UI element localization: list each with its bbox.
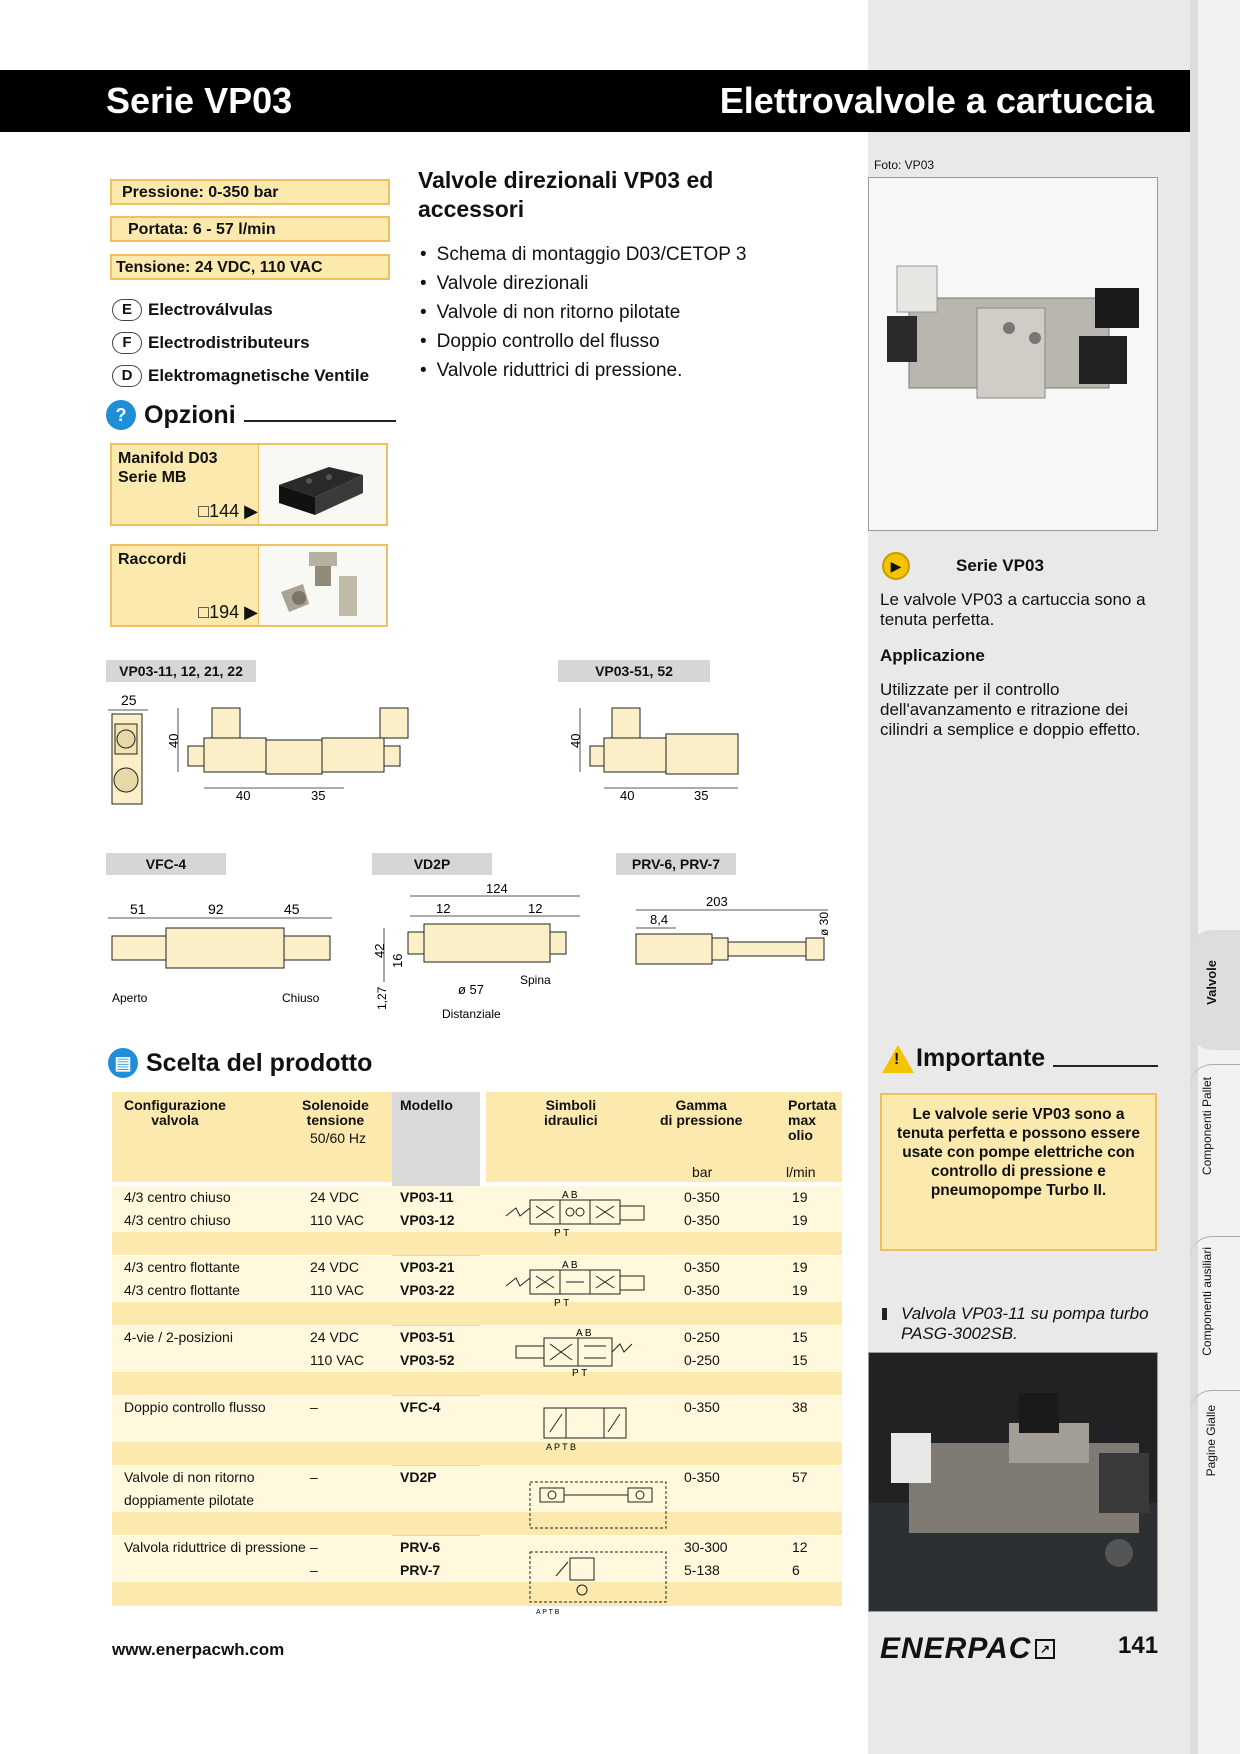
brand-mark-icon: ↗ — [1035, 1639, 1055, 1659]
table-cell-flow: 57 — [792, 1469, 808, 1485]
unit-flow: l/min — [786, 1164, 816, 1180]
table-cell-config: 4/3 centro flottante — [124, 1282, 240, 1298]
warning-icon: ! — [882, 1045, 914, 1073]
header-config: Configurazione valvola — [124, 1097, 226, 1128]
symbol-vp03-11 — [506, 1200, 644, 1224]
symbol-label: A B — [562, 1260, 578, 1271]
table-cell-voltage: 24 VDC — [310, 1259, 360, 1275]
tab-componenti-ausiliari[interactable] — [1190, 1236, 1240, 1366]
table-cell-model: PRV-7 — [400, 1562, 441, 1578]
pin-label: Spina — [520, 973, 551, 987]
symbol-label: A B — [562, 1190, 578, 1201]
dim-label: 12 — [436, 901, 451, 916]
page-number: 141 — [1118, 1632, 1159, 1659]
table-cell-range: 0-250 — [684, 1329, 720, 1345]
header-range: Gamma di pressione — [660, 1097, 743, 1128]
vp03-photo — [868, 177, 1158, 531]
feature-item: • Valvole direzionali — [420, 269, 746, 298]
diagram-label-vd2p: VD2P — [372, 853, 492, 875]
feature-item: • Schema di montaggio D03/CETOP 3 — [420, 240, 746, 269]
brand-text: ENERPAC — [880, 1632, 1032, 1665]
table-cell-voltage: 110 VAC — [310, 1352, 364, 1368]
table-cell-range: 0-350 — [684, 1189, 720, 1205]
table-cell-config: doppiamente pilotate — [124, 1492, 254, 1508]
header-model: Modello — [400, 1097, 453, 1113]
dim-label: 35 — [311, 788, 326, 803]
spacer-label: Distanziale — [442, 1007, 501, 1021]
dim-label: 16 — [390, 953, 405, 968]
header-solenoid: Solenoide tensione — [302, 1097, 369, 1128]
dim-label: 45 — [284, 901, 300, 917]
enerpac-logo — [880, 1632, 1055, 1666]
application-heading: Applicazione — [880, 646, 985, 665]
symbol-label: P T — [554, 1228, 570, 1239]
table-cell-voltage: – — [310, 1469, 318, 1485]
symbol-vfc4 — [544, 1408, 626, 1438]
language-letter: D — [112, 365, 142, 387]
manifold-image — [258, 445, 386, 524]
dim-label: 1,27 — [375, 986, 389, 1010]
table-cell-config: 4/3 centro chiuso — [124, 1189, 231, 1205]
option-page-ref: □194 ▶ — [198, 602, 258, 622]
spec-voltage: Tensione: 24 VDC, 110 VAC — [110, 254, 390, 280]
dim-label: 8,4 — [650, 912, 669, 927]
option-label: Raccordi — [118, 551, 187, 568]
table-cell-range: 5-138 — [684, 1562, 720, 1578]
table-cell-voltage: 24 VDC — [310, 1329, 360, 1345]
photo-caption: Foto: VP03 — [874, 158, 935, 172]
dim-label: 40 — [166, 733, 181, 748]
selection-heading — [108, 1048, 372, 1078]
diagram-vp03-51 — [560, 692, 740, 812]
tab-componenti-pallet[interactable] — [1190, 1064, 1240, 1204]
fittings-image — [258, 546, 386, 625]
photo2-caption: Valvola VP03-11 su pompa turbo PASG-3002SB. — [880, 1304, 1151, 1344]
info-icon: ? — [106, 400, 136, 430]
header-symbols: Simboli idraulici — [544, 1097, 598, 1128]
selection-heading-text: Scelta del prodotto — [146, 1048, 373, 1077]
table-cell-voltage: – — [310, 1539, 318, 1555]
option-label: Manifold D03 Serie MB — [118, 450, 218, 486]
series-title: Serie VP03 — [106, 80, 293, 121]
series-heading-text: Serie VP03 — [956, 556, 1044, 575]
symbol-prv — [530, 1552, 666, 1602]
symbol-vp03-21 — [506, 1270, 644, 1294]
language-letter: F — [112, 332, 142, 354]
symbol-vd2p — [530, 1482, 666, 1528]
table-cell-voltage: – — [310, 1562, 318, 1578]
feature-item: • Valvole riduttrici di pressione. — [420, 356, 746, 385]
closed-label: Chiuso — [282, 991, 320, 1005]
table-cell-flow: 12 — [792, 1539, 808, 1555]
dim-label: ø 30 — [817, 911, 831, 936]
table-cell-model: VP03-12 — [400, 1212, 455, 1228]
table-cell-voltage: 24 VDC — [310, 1189, 360, 1205]
symbol-prv-inner — [556, 1558, 594, 1595]
language-text: Electrodistributeurs — [148, 333, 310, 352]
table-cell-flow: 19 — [792, 1282, 808, 1298]
arrow-right-icon: ▶ — [244, 501, 258, 521]
dim-label: 92 — [208, 901, 224, 917]
dim-label: 203 — [706, 894, 728, 909]
page-title: Elettrovalvole a cartuccia — [719, 80, 1154, 121]
important-heading-text: Importante — [916, 1044, 1046, 1072]
language-text: Electroválvulas — [148, 300, 273, 319]
diagram-vd2p — [370, 882, 590, 1022]
language-fr — [112, 332, 310, 354]
feature-item: • Doppio controllo del flusso — [420, 327, 746, 356]
table-cell-flow: 15 — [792, 1329, 808, 1345]
tab-label: Pagine Gialle — [1204, 1405, 1218, 1477]
dim-label: ø 57 — [458, 982, 485, 997]
dim-label: 25 — [121, 692, 137, 708]
footer-url[interactable]: www.enerpacwh.com — [112, 1640, 285, 1659]
tab-label: Valvole — [1204, 960, 1219, 1005]
caption-marker — [882, 1308, 887, 1320]
tab-pagine-gialle[interactable] — [1190, 1390, 1240, 1520]
table-cell-model: VFC-4 — [400, 1399, 441, 1415]
options-heading-text: Opzioni — [144, 400, 236, 429]
arrow-right-icon: ▶ — [244, 602, 258, 622]
diagram-label-prv: PRV-6, PRV-7 — [616, 853, 736, 875]
application-text: Utilizzate per il controllo dell'avanzamento e ritrazione dei cilindri a semplice e doppio effetto. — [880, 680, 1141, 739]
dim-label: 124 — [486, 881, 508, 896]
table-cell-flow: 15 — [792, 1352, 808, 1368]
symbol-label: P T — [572, 1368, 588, 1379]
table-cell-model: VD2P — [400, 1469, 437, 1485]
table-cell-model: VP03-21 — [400, 1259, 455, 1275]
table-cell-config: 4/3 centro chiuso — [124, 1212, 231, 1228]
heading-rule — [244, 420, 396, 422]
table-cell-range: 0-350 — [684, 1282, 720, 1298]
symbol-vd2p-valves — [540, 1488, 652, 1502]
table-cell-model: PRV-6 — [400, 1539, 441, 1555]
table-cell-range: 0-350 — [684, 1469, 720, 1485]
header-flow: Portata max olio — [788, 1097, 837, 1143]
table-cell-config: Doppio controllo flusso — [124, 1399, 266, 1415]
table-cell-flow: 19 — [792, 1189, 808, 1205]
series-text: Le valvole VP03 a cartuccia sono a tenuta perfetta. — [880, 590, 1146, 629]
tab-valvole[interactable] — [1190, 930, 1240, 1050]
table-cell-range: 0-350 — [684, 1259, 720, 1275]
table-cell-model: VP03-51 — [400, 1329, 455, 1345]
pump-photo — [868, 1352, 1158, 1612]
table-cell-range: 30-300 — [684, 1539, 728, 1555]
dim-label: 40 — [568, 733, 583, 748]
diagram-vp03-11 — [106, 692, 436, 812]
table-cell-flow: 38 — [792, 1399, 808, 1415]
table-cell-range: 0-250 — [684, 1352, 720, 1368]
product-table — [112, 1092, 842, 1616]
dim-label: 40 — [236, 788, 251, 803]
diagram-label-vfc4: VFC-4 — [106, 853, 226, 875]
dim-label: 12 — [528, 901, 543, 916]
tab-label: Componenti Pallet — [1200, 1077, 1214, 1176]
table-cell-flow: 6 — [792, 1562, 800, 1578]
table-cell-range: 0-350 — [684, 1212, 720, 1228]
symbol-label: A B — [576, 1328, 592, 1339]
table-cell-voltage: 110 VAC — [310, 1282, 364, 1298]
series-heading — [882, 552, 1044, 580]
dim-label: 40 — [620, 788, 635, 803]
dim-label: 51 — [130, 901, 146, 917]
tab-label: Componenti ausiliari — [1200, 1247, 1214, 1356]
language-es — [112, 299, 273, 321]
symbol-label: A P T B — [546, 1442, 577, 1452]
play-icon: ▶ — [882, 552, 910, 580]
unit-bar: bar — [692, 1164, 713, 1180]
option-fittings[interactable] — [110, 544, 388, 627]
dim-label: 42 — [372, 943, 387, 958]
symbol-label: A P T B — [536, 1609, 560, 1616]
option-manifold[interactable] — [110, 443, 388, 526]
heading-rule — [1053, 1065, 1158, 1067]
diagram-prv — [616, 892, 836, 982]
intro-title: Valvole direzionali VP03 ed accessori — [418, 167, 714, 222]
table-cell-flow: 19 — [792, 1259, 808, 1275]
symbol-vp03-51 — [516, 1338, 632, 1366]
page-ref-icon: □ — [198, 501, 210, 521]
table-cell-config: 4/3 centro flottante — [124, 1259, 240, 1275]
feature-item: • Valvole di non ritorno pilotate — [420, 298, 746, 327]
hydraulic-symbols — [486, 1186, 842, 1616]
language-de — [112, 365, 369, 387]
option-page-ref: □144 ▶ — [198, 501, 258, 521]
header-solenoid-sub: 50/60 Hz — [310, 1130, 367, 1146]
table-cell-config: Valvole di non ritorno — [124, 1469, 255, 1485]
table-cell-config: Valvola riduttrice di pressione — [124, 1539, 306, 1555]
diagram-label-vp03-11: VP03-11, 12, 21, 22 — [106, 660, 256, 682]
diagram-vfc4 — [106, 898, 336, 1008]
table-cell-voltage: 110 VAC — [310, 1212, 364, 1228]
important-box: Le valvole serie VP03 sono a tenuta perfetta e possono essere usate con pompe elettriche con controllo di pressione e pneumopompe Turbo II. — [880, 1093, 1157, 1251]
language-letter: E — [112, 299, 142, 321]
table-cell-voltage: – — [310, 1399, 318, 1415]
page-ref-icon: □ — [198, 602, 210, 622]
table-cell-range: 0-350 — [684, 1399, 720, 1415]
table-cell-model: VP03-11 — [400, 1189, 454, 1205]
dim-label: 35 — [694, 788, 709, 803]
table-cell-config: 4-vie / 2-posizioni — [124, 1329, 233, 1345]
table-cell-flow: 19 — [792, 1212, 808, 1228]
table-cell-model: VP03-52 — [400, 1352, 455, 1368]
important-heading — [882, 1044, 1158, 1073]
selection-icon: ▤ — [108, 1048, 138, 1078]
spec-flow: Portata: 6 - 57 l/min — [110, 216, 390, 242]
symbol-label: P T — [554, 1298, 570, 1309]
spec-pressure: Pressione: 0-350 bar — [110, 179, 390, 205]
options-heading — [106, 400, 396, 430]
table-cell-model: VP03-22 — [400, 1282, 455, 1298]
language-text: Elektromagnetische Ventile — [148, 366, 370, 385]
open-label: Aperto — [112, 991, 148, 1005]
feature-list — [420, 240, 746, 385]
diagram-label-vp03-51: VP03-51, 52 — [558, 660, 710, 682]
